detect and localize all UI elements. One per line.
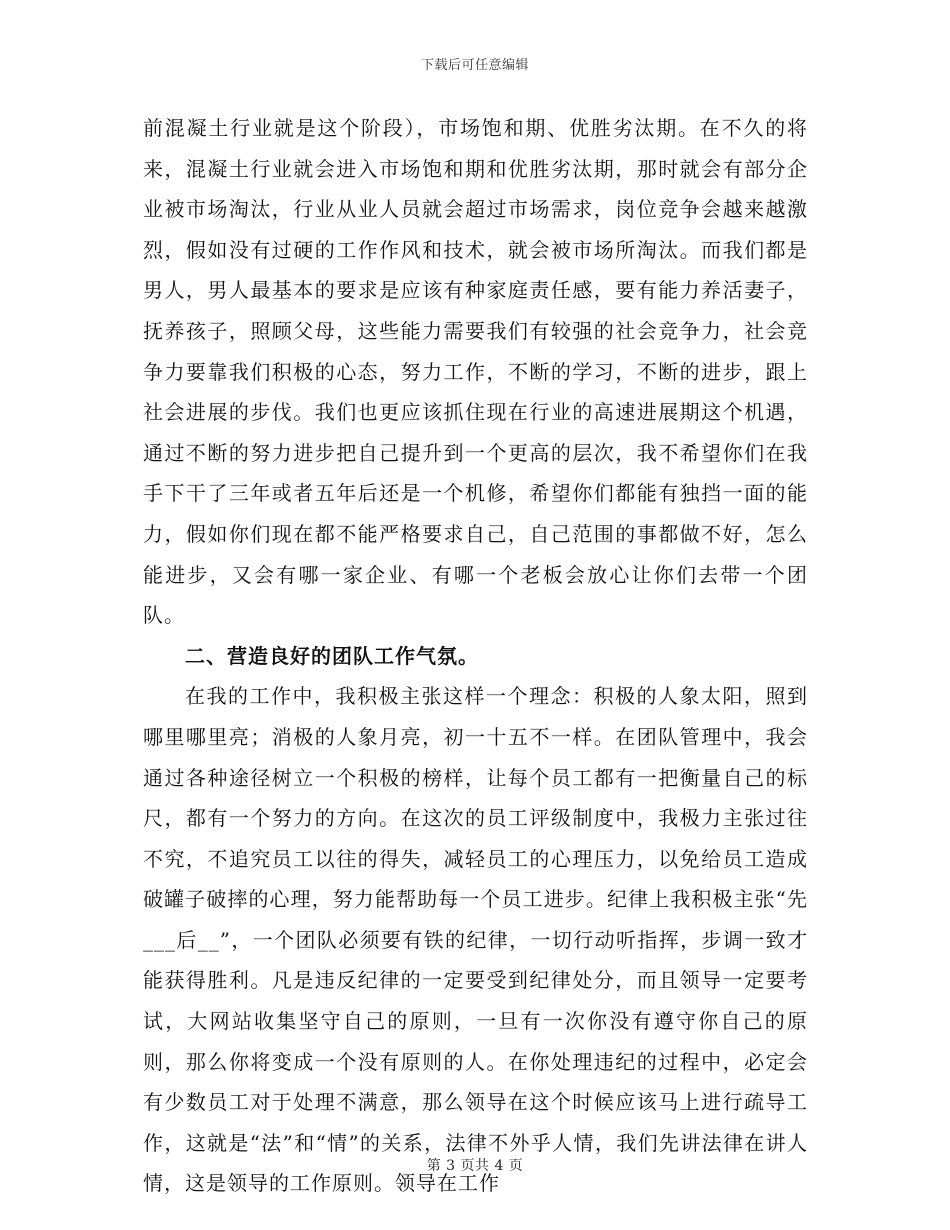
- page-number-footer: 第 3 页共 4 页: [426, 1158, 524, 1174]
- body-paragraph-continued: 前混凝土行业就是这个阶段），市场饱和期、优胜劣汰期。在不久的将来，混凝土行业就会进入市场饱和期和优胜劣汰期，那时就会有部分企业被市场淘汰，行业从业人员就会超过市场需求，岗位竞争会越来越激烈，假如没有过硬的工作作风和技术，就会被市场所淘汰。而我们都是男人，男人最基本的要求是应该有种家庭责任感，要有能力养活妻子，抚养孩子，照顾父母，这些能力需要我们有较强的社会竞争力，社会竞争力要靠我们积极的心态，努力工作，不断的学习，不断的进步，跟上社会进展的步伐。我们也更应该抓住现在行业的高速进展期这个机遇，通过不断的努力进步把自己提升到一个更高的层次，我不希望你们在我手下干了三年或者五年后还是一个机修，希望你们都能有独挡一面的能力，假如你们现在都不能严格要求自己，自己范围的事都做不好，怎么能进步，又会有哪一家企业、有哪一个老板会放心让你们去带一个团队。: [143, 116, 808, 628]
- document-body: [143, 108, 808, 1204]
- section-heading: 二、营造良好的团队工作气氛。: [185, 643, 479, 668]
- body-paragraph-team-atmosphere: 在我的工作中，我积极主张这样一个理念：积极的人象太阳，照到哪里哪里亮；消极的人象月亮，初一十五不一样。在团队管理中，我会通过各种途径树立一个积极的榜样，让每个员工都有一把衡量自己的标尺，都有一个努力的方向。在这次的员工评级制度中，我极力主张过往不究，不追究员工以往的得失，减轻员工的心理压力，以免给员工造成破罐子破摔的心理，努力能帮助每一个员工进步。纪律上我积极主张“先___后__”，一个团队必须要有铁的纪律，一切行动听指挥，步调一致才能获得胜利。凡是违反纪律的一定要受到纪律处分，而且领导一定要考试，大网站收集坚守自己的原则，一旦有一次你没有遵守你自己的原则，那么你将变成一个没有原则的人。在你处理违纪的过程中，必定会有少数员工对于处理不满意，那么领导在这个时候应该马上进行疏导工作，这就是“法”和“情”的关系，法律不外乎人情，我们先讲法律在讲人情，这是领导的工作原则。领导在工作: [143, 684, 808, 1196]
- page-header: 下载后可任意编辑: [420, 58, 529, 73]
